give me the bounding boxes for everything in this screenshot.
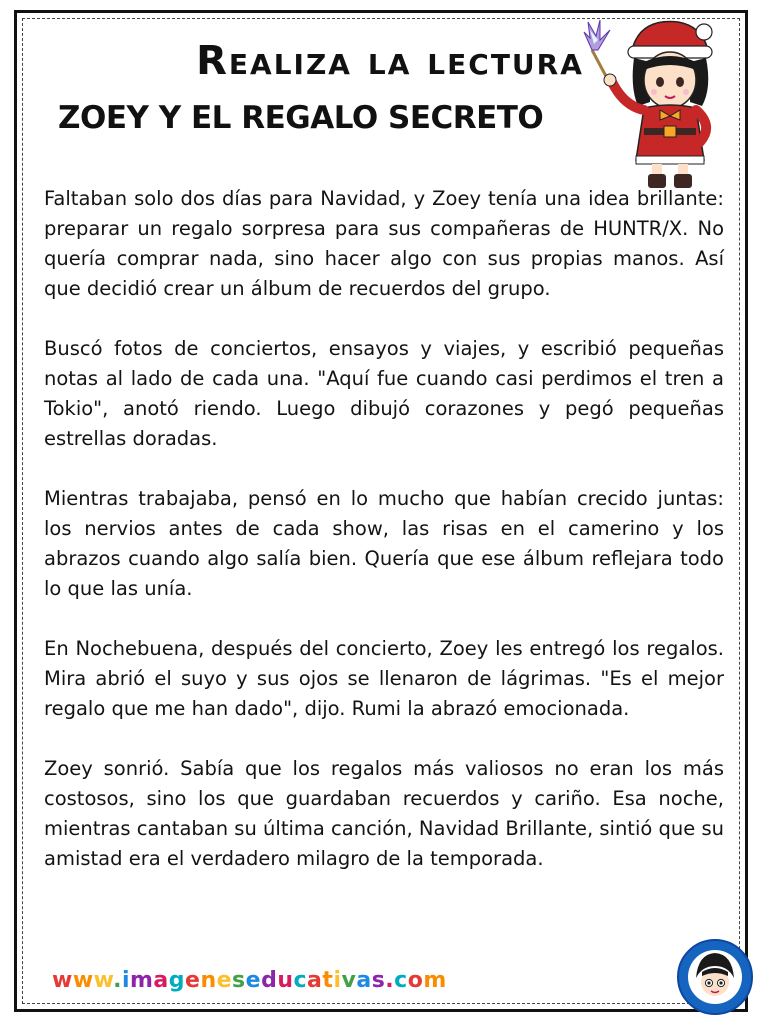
story-paragraph-3: Mientras trabajaba, pensó en lo mucho que habían crecido juntas: los nervios antes de cada show, las risas en el camerino y los abrazos cuando algo salía bien. Quería que ese álbum reflejara todo lo que las unía. <box>44 487 724 600</box>
story-paragraph-1: Faltaban solo dos días para Navidad, y Zoey tenía una idea brillante: preparar un regalo sorpresa para sus compañeras de HUNTR/X. No quería comprar nada, sino hacer algo con sus propias manos. Así que decidió crear un álbum de recuerdos del grupo. <box>44 187 724 300</box>
story-paragraph-5: Zoey sonrió. Sabía que los regalos más valiosos no eran los más costosos, sino los que guardaban recuerdos y cariño. Esa noche, mientras cantaban su última canción, Navidad Brillante, sintió que su amistad era el verdadero milagro de la temporada. <box>44 757 724 870</box>
christmas-girl-illustration-icon <box>580 10 730 190</box>
site-logo-badge-icon <box>676 938 754 1016</box>
story-title: ZOEY Y EL REGALO SECRETO <box>58 100 544 136</box>
crystal-wand-icon <box>584 20 610 80</box>
website-link[interactable]: www.imageneseducativas.com <box>52 968 447 993</box>
story-paragraph-4: En Nochebuena, después del concierto, Zoey les entregó los regalos. Mira abrió el suyo y sus ojos se llenaron de lágrimas. "Es el mejor regalo que me han dado", dijo. Rumi la abrazó emocionada. <box>44 637 724 720</box>
story-paragraph-2: Buscó fotos de conciertos, ensayos y viajes, y escribió pequeñas notas al lado de cada una. "Aquí fue cuando casi perdimos el tren a Tokio", anotó riendo. Luego dibujó corazones y pegó pequeñas estrellas doradas. <box>44 337 724 450</box>
page-title: Realiza la lectura <box>196 38 584 84</box>
story-body <box>44 184 724 904</box>
